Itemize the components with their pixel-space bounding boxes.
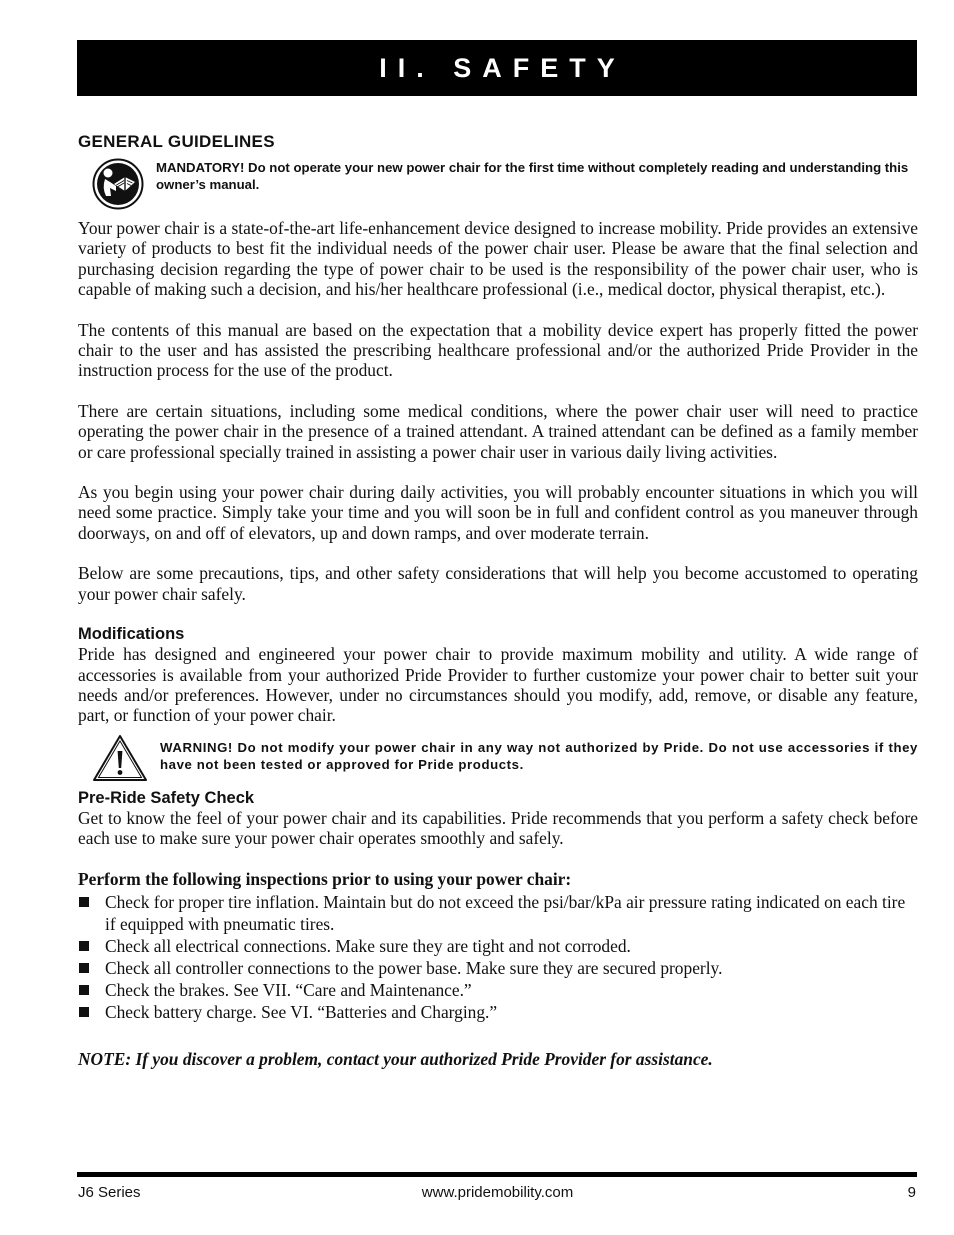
modifications-heading: Modifications xyxy=(78,625,185,644)
page-number: 9 xyxy=(907,1184,916,1201)
list-item: Check for proper tire inflation. Maintain but do not exceed the psi/bar/kPa air pressure rating indicated on each tire if equipped with pneumatic tires. xyxy=(78,891,918,935)
general-guidelines-heading: GENERAL GUIDELINES xyxy=(78,132,275,151)
general-paragraph-2: The contents of this manual are based on the expectation that a mobility device expert has properly fitted the power chair to the user and has assisted the prescribing healthcare professional and/or the authorized Pride Provider in the instruction process for the use of the product. xyxy=(78,319,918,381)
mandatory-notice xyxy=(78,156,918,210)
general-paragraph-5: Below are some precautions, tips, and other safety considerations that will help you become accustomed to operating your power chair safely. xyxy=(78,563,918,604)
footer-rule xyxy=(77,1172,917,1177)
list-item: Check all controller connections to the power base. Make sure they are secured properly. xyxy=(78,957,918,979)
warning-triangle-icon xyxy=(92,734,148,782)
warning-notice xyxy=(78,734,918,782)
footer-series: J6 Series xyxy=(78,1184,141,1201)
list-item: Check all electrical connections. Make sure they are tight and not corroded. xyxy=(78,935,918,957)
preride-paragraph: Get to know the feel of your power chair and its capabilities. Pride recommends that you perform a safety check before each use to make sure your power chair operates smoothly and safely. xyxy=(78,807,918,849)
square-bullet-icon xyxy=(79,897,89,907)
square-bullet-icon xyxy=(79,963,89,973)
read-manual-icon xyxy=(92,158,144,210)
chapter-title-bar xyxy=(77,40,917,96)
list-item: Check battery charge. See VI. “Batteries and Charging.” xyxy=(78,1001,918,1023)
page-footer xyxy=(78,1184,917,1201)
general-paragraph-1: Your power chair is a state-of-the-art life-enhancement device designed to increase mobility. Pride provides an extensive variety of products to best fit the individual needs of the power chair user. Please be aware that the final selection and purchasing decision regarding the type of power chair to be used is the responsibility of the power chair user, who is capable of making such a decision, and his/her healthcare professional (i.e., medical doctor, physical therapist, etc.). xyxy=(78,218,918,300)
warning-text: WARNING! Do not modify your power chair in any way not authorized by Pride. Do not use accessories if they have not been tested or approved for Pride products. xyxy=(160,739,918,772)
square-bullet-icon xyxy=(79,1007,89,1017)
general-paragraph-3: There are certain situations, including some medical conditions, where the power chair user will need to practice operating the power chair in the presence of a trained attendant. A trained attendant can be defined as a family member or care professional specially trained in assisting a power chair user in various daily living activities. xyxy=(78,400,918,462)
modifications-paragraph: Pride has designed and engineered your power chair to provide maximum mobility and utility. A wide range of accessories is available from your authorized Pride Provider to further customize your power chair to better suit your needs and/or preferences. However, under no circumstances should you modify, add, remove, or disable any feature, part, or function of your power chair. xyxy=(78,644,918,726)
preride-heading: Pre-Ride Safety Check xyxy=(78,788,255,807)
page-content xyxy=(78,132,918,1069)
mandatory-text: MANDATORY! Do not operate your new power chair for the first time without completely reading and understanding this owner’s manual. xyxy=(156,160,909,192)
problem-note: NOTE: If you discover a problem, contact your authorized Pride Provider for assistance. xyxy=(78,1048,713,1069)
inspection-list xyxy=(78,891,918,1023)
footer-website: www.pridemobility.com xyxy=(421,1184,574,1201)
inspections-heading: Perform the following inspections prior to using your power chair: xyxy=(78,868,572,889)
square-bullet-icon xyxy=(79,985,89,995)
general-paragraph-4: As you begin using your power chair during daily activities, you will probably encounter situations in which you will need some practice. Simply take your time and you will soon be in full and confident control as you maneuver through doorways, on and off of elevators, up and down ramps, and over moderate terrain. xyxy=(78,482,918,543)
square-bullet-icon xyxy=(79,941,89,951)
list-item: Check the brakes. See VII. “Care and Maintenance.” xyxy=(78,979,918,1001)
chapter-title: II. SAFETY xyxy=(379,52,626,83)
